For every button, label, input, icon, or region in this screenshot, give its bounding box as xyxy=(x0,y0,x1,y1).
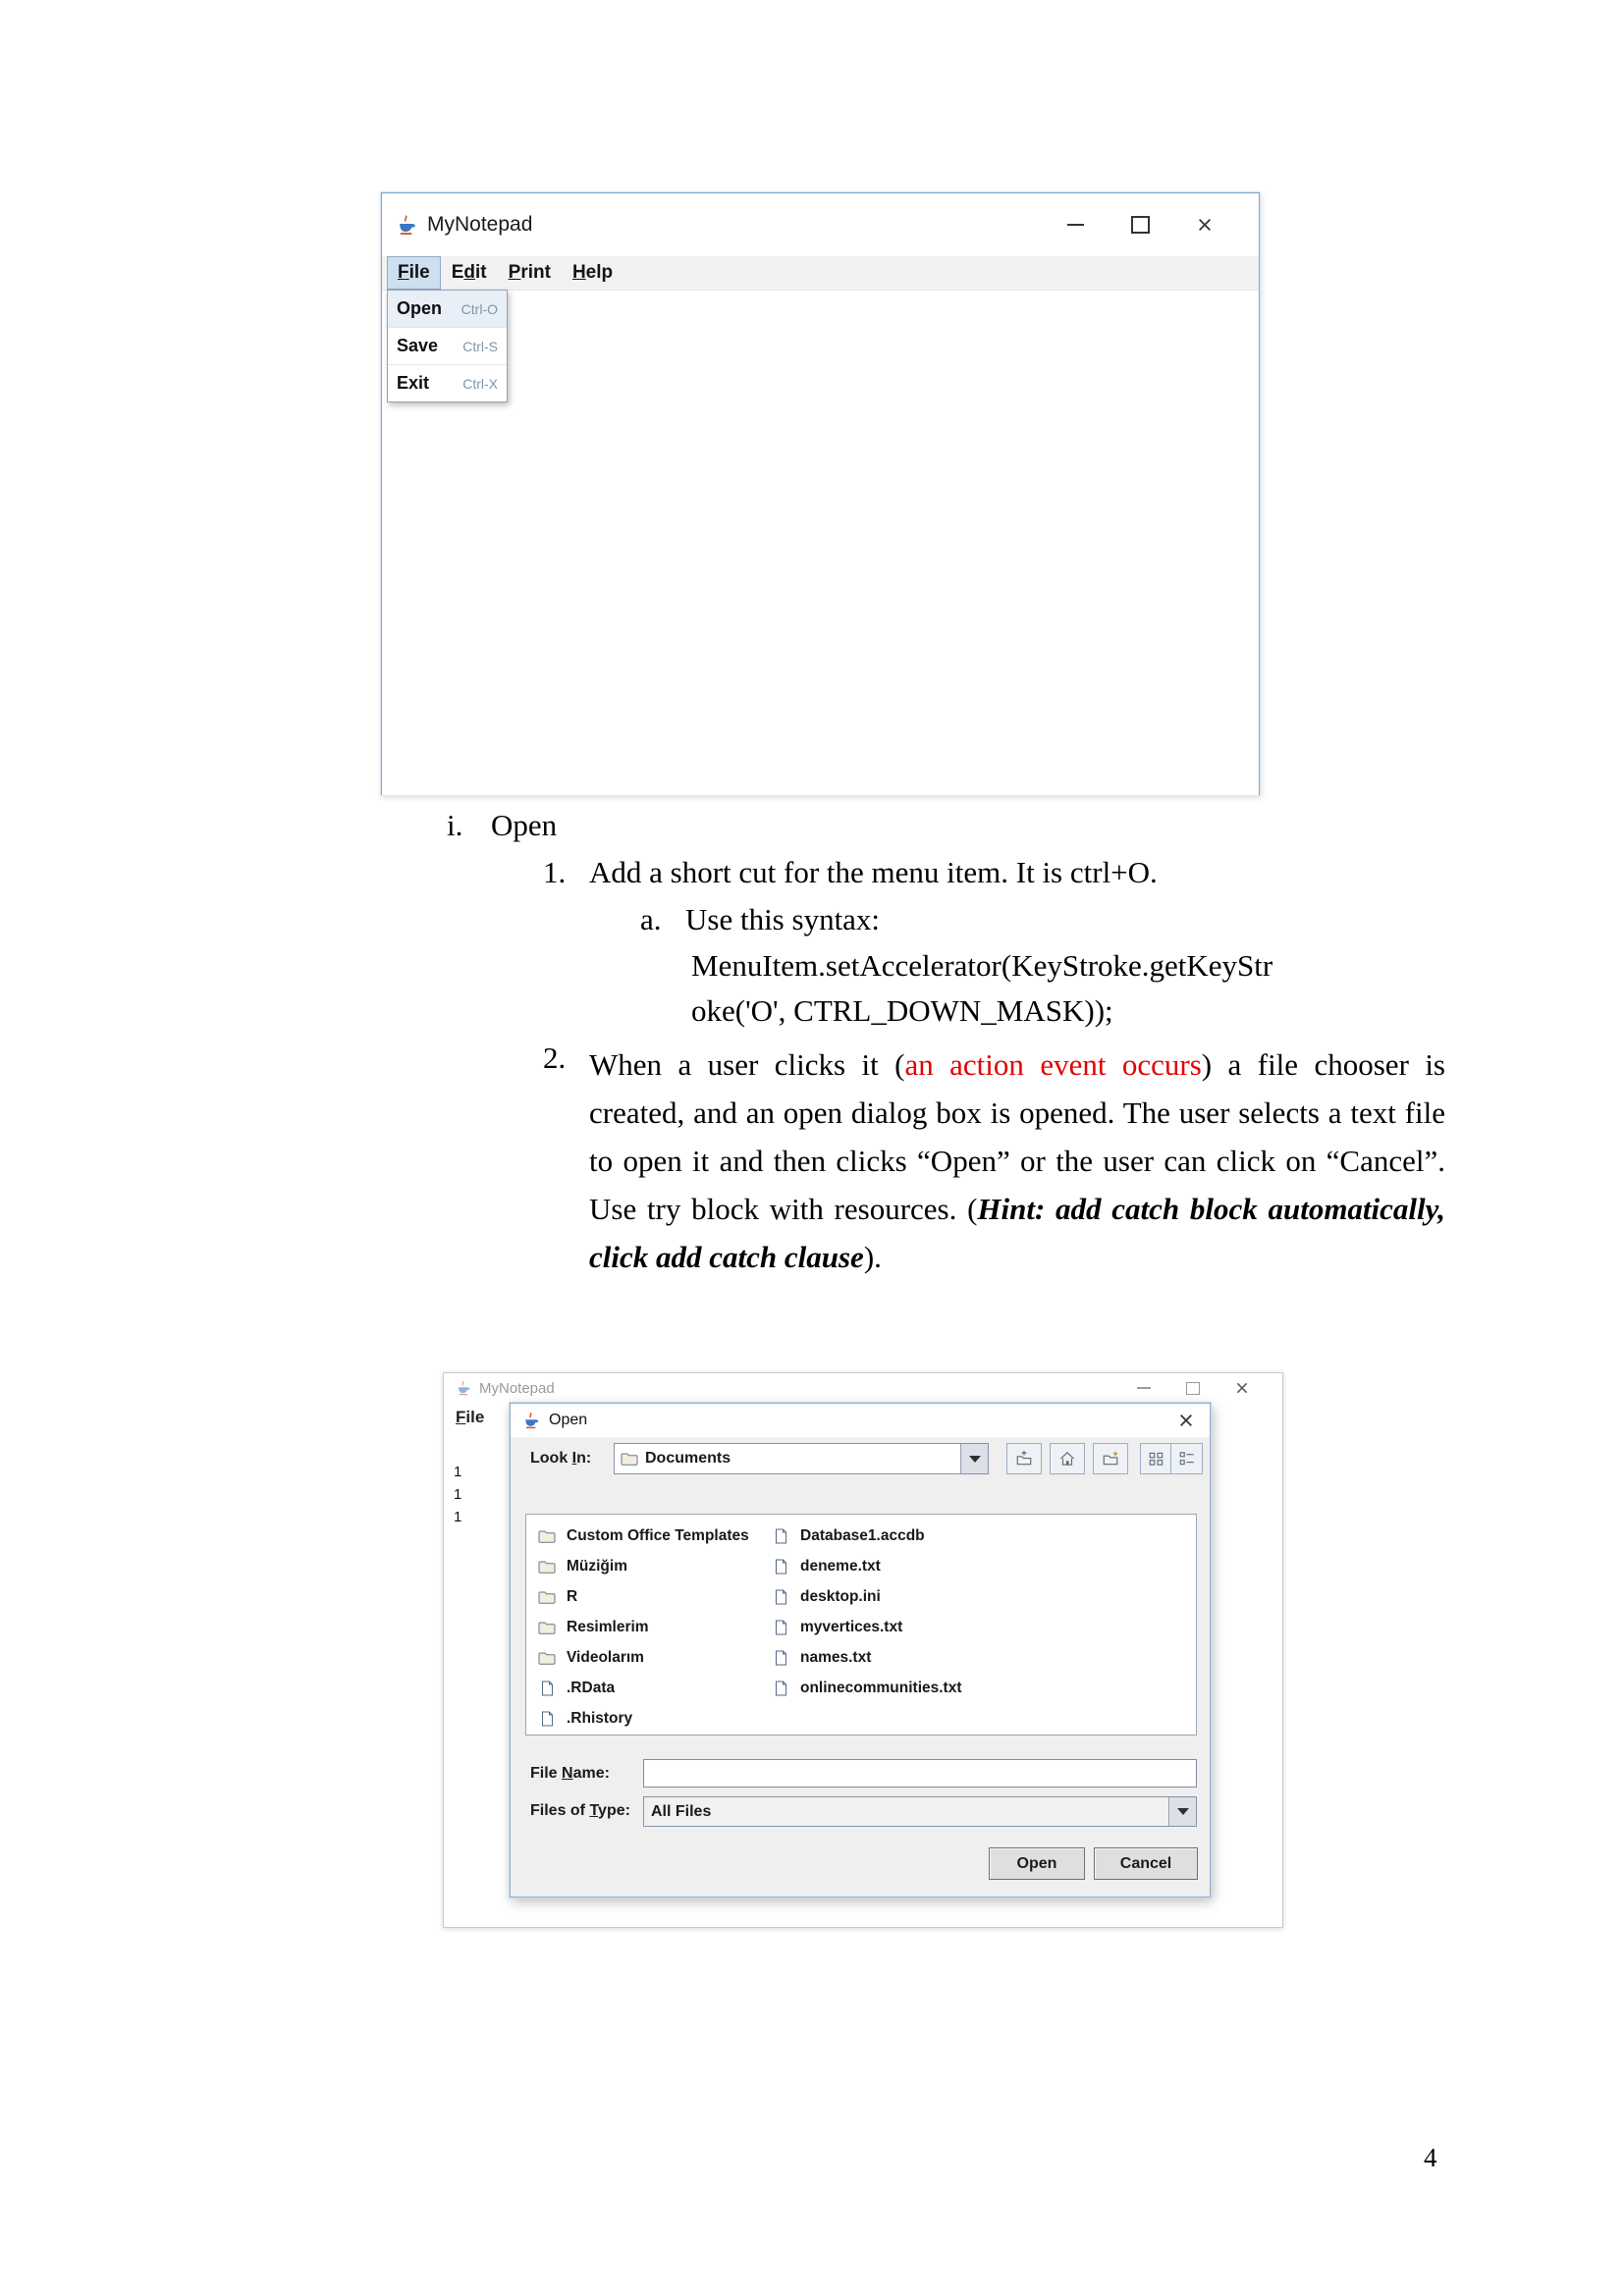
file-list-item[interactable] xyxy=(770,1581,1182,1612)
chevron-down-icon[interactable] xyxy=(960,1444,988,1473)
heading-open: Open xyxy=(491,808,558,842)
menu-item-shortcut: Ctrl-O xyxy=(460,300,498,317)
file-icon xyxy=(770,1681,791,1696)
file-list-item-label: deneme.txt xyxy=(800,1557,881,1575)
close-icon[interactable] xyxy=(1194,214,1216,236)
file-list-item[interactable] xyxy=(770,1673,1182,1703)
dialog-body xyxy=(511,1437,1210,1896)
notepad-text-line: 1 xyxy=(454,1486,462,1503)
notepad-text-line: 1 xyxy=(454,1464,462,1480)
list-view-icon[interactable] xyxy=(1140,1443,1172,1474)
file-list-item-label: .RData xyxy=(567,1679,616,1696)
code-line-1: MenuItem.setAccelerator(KeyStroke.getKeyStr xyxy=(691,948,1273,983)
file-list-item[interactable] xyxy=(536,1673,762,1703)
notepad-text-area[interactable] xyxy=(382,291,1259,795)
menu-item-shortcut: Ctrl-S xyxy=(462,338,498,354)
file-list-item-label: R xyxy=(567,1587,578,1605)
menu-help[interactable]: H elp xyxy=(571,262,614,283)
chevron-down-icon[interactable] xyxy=(1168,1797,1196,1826)
look-in-combobox[interactable] xyxy=(614,1443,989,1474)
file-list-item-label: myvertices.txt xyxy=(800,1618,903,1635)
file-list-item[interactable] xyxy=(770,1521,1182,1551)
file-list-item-label: Müziğim xyxy=(567,1557,627,1575)
maximize-icon[interactable] xyxy=(1129,214,1151,236)
file-list-column-left xyxy=(536,1521,762,1734)
titlebar xyxy=(444,1373,1282,1403)
dialog-titlebar xyxy=(511,1404,1210,1438)
file-list xyxy=(525,1514,1197,1735)
window-controls xyxy=(1064,214,1245,236)
files-of-type-value: All Files xyxy=(651,1802,712,1820)
mynotepad-window-background xyxy=(443,1372,1283,1928)
instruction-text: ) a file chooser is created, and an open dialog box is opened. The user selects a text file to open it and then clicks “Open” or the user can click on “Cancel”. Use try block with resources. ( xyxy=(589,1047,1445,1226)
menu-item-open[interactable] xyxy=(388,291,507,328)
menu-edit[interactable]: E d it xyxy=(451,262,487,283)
maximize-icon[interactable] xyxy=(1182,1377,1204,1399)
file-icon xyxy=(770,1589,791,1605)
look-in-label: Look In: xyxy=(530,1450,592,1467)
titlebar xyxy=(382,193,1259,256)
file-list-item-label: names.txt xyxy=(800,1648,872,1666)
instruction-text: When a user clicks it ( xyxy=(589,1047,905,1082)
file-list-item[interactable] xyxy=(536,1642,762,1673)
file-list-item-label: Database1.accdb xyxy=(800,1526,925,1544)
instruction-item-1 xyxy=(543,855,1158,890)
new-folder-icon[interactable] xyxy=(1093,1443,1128,1474)
red-highlight-text: an action event occurs xyxy=(904,1047,1202,1082)
file-icon xyxy=(536,1711,558,1727)
java-app-icon xyxy=(522,1412,540,1429)
java-app-icon xyxy=(396,214,417,236)
file-list-item[interactable] xyxy=(536,1551,762,1581)
list-marker: a. xyxy=(640,902,662,936)
list-item-open-heading xyxy=(447,808,557,843)
open-button[interactable]: Open xyxy=(989,1847,1085,1880)
menu-file[interactable]: File xyxy=(456,1408,485,1426)
file-list-item-label: onlinecommunities.txt xyxy=(800,1679,962,1696)
window-controls xyxy=(1133,1377,1271,1399)
folder-icon xyxy=(536,1621,558,1634)
list-marker-2: 2. xyxy=(543,1041,567,1075)
menu-print[interactable]: P rint xyxy=(508,262,551,283)
cancel-button[interactable]: Cancel xyxy=(1094,1847,1198,1880)
minimize-icon[interactable] xyxy=(1064,214,1086,236)
files-of-type-combobox[interactable] xyxy=(643,1796,1197,1827)
window-title: MyNotepad xyxy=(479,1379,555,1397)
file-name-input[interactable] xyxy=(643,1759,1197,1788)
mynotepad-window xyxy=(381,192,1260,795)
file-list-item[interactable] xyxy=(770,1551,1182,1581)
file-name-label: File Name: xyxy=(530,1765,610,1782)
close-icon[interactable] xyxy=(1174,1409,1198,1432)
menu-item-exit[interactable] xyxy=(388,365,507,401)
menu-file[interactable]: F ile xyxy=(387,256,441,290)
file-list-item[interactable] xyxy=(536,1612,762,1642)
instruction-text: Use this syntax: xyxy=(685,902,881,936)
folder-icon xyxy=(536,1590,558,1604)
window-title: MyNotepad xyxy=(427,213,533,236)
file-icon xyxy=(770,1559,791,1575)
notepad-text-line: 1 xyxy=(454,1509,462,1525)
dialog-title: Open xyxy=(549,1412,588,1428)
instruction-item-2 xyxy=(589,1041,1445,1281)
file-icon xyxy=(536,1681,558,1696)
instruction-item-1a xyxy=(640,902,880,937)
file-list-item[interactable] xyxy=(536,1581,762,1612)
list-marker: i. xyxy=(447,808,463,842)
file-list-item-label: desktop.ini xyxy=(800,1587,881,1605)
file-list-item[interactable] xyxy=(770,1642,1182,1673)
menu-bar xyxy=(382,256,1259,291)
folder-icon xyxy=(536,1560,558,1574)
instruction-text: Add a short cut for the menu item. It is ctrl+O. xyxy=(589,855,1158,889)
minimize-icon[interactable] xyxy=(1133,1377,1155,1399)
file-list-item[interactable] xyxy=(536,1521,762,1551)
menu-item-label: Save xyxy=(397,336,439,355)
page-number: 4 xyxy=(1424,2143,1437,2172)
file-icon xyxy=(770,1620,791,1635)
file-list-item[interactable] xyxy=(536,1703,762,1734)
file-icon xyxy=(770,1528,791,1544)
list-marker: 1. xyxy=(543,855,567,889)
hint-text: Hint: add catch block automatically, click add catch clause xyxy=(589,1192,1445,1274)
code-line-2: oke('O', CTRL_DOWN_MASK)); xyxy=(691,993,1113,1028)
file-icon xyxy=(770,1650,791,1666)
open-dialog xyxy=(510,1403,1211,1897)
folder-icon xyxy=(536,1651,558,1665)
look-in-value: Documents xyxy=(645,1450,731,1467)
file-list-item-label: Videolarım xyxy=(567,1648,644,1666)
instruction-text: ). xyxy=(863,1240,882,1274)
up-folder-icon[interactable] xyxy=(1006,1443,1042,1474)
home-icon[interactable] xyxy=(1050,1443,1085,1474)
file-menu-dropdown xyxy=(387,290,508,402)
folder-icon xyxy=(536,1529,558,1543)
files-of-type-label: Files of Type: xyxy=(530,1802,630,1819)
menu-item-shortcut: Ctrl-X xyxy=(462,375,498,392)
java-app-icon xyxy=(456,1380,471,1396)
file-list-item-label: Custom Office Templates xyxy=(567,1526,749,1544)
file-list-item[interactable] xyxy=(770,1612,1182,1642)
file-list-column-right xyxy=(770,1521,1182,1703)
file-list-item-label: Resimlerim xyxy=(567,1618,649,1635)
file-list-item-label: .Rhistory xyxy=(567,1709,633,1727)
menu-item-label: Open xyxy=(397,298,443,318)
menu-item-label: Exit xyxy=(397,373,430,393)
close-icon[interactable] xyxy=(1231,1377,1253,1399)
menu-item-save[interactable] xyxy=(388,328,507,365)
folder-icon xyxy=(621,1452,638,1466)
details-view-icon[interactable] xyxy=(1170,1443,1203,1474)
